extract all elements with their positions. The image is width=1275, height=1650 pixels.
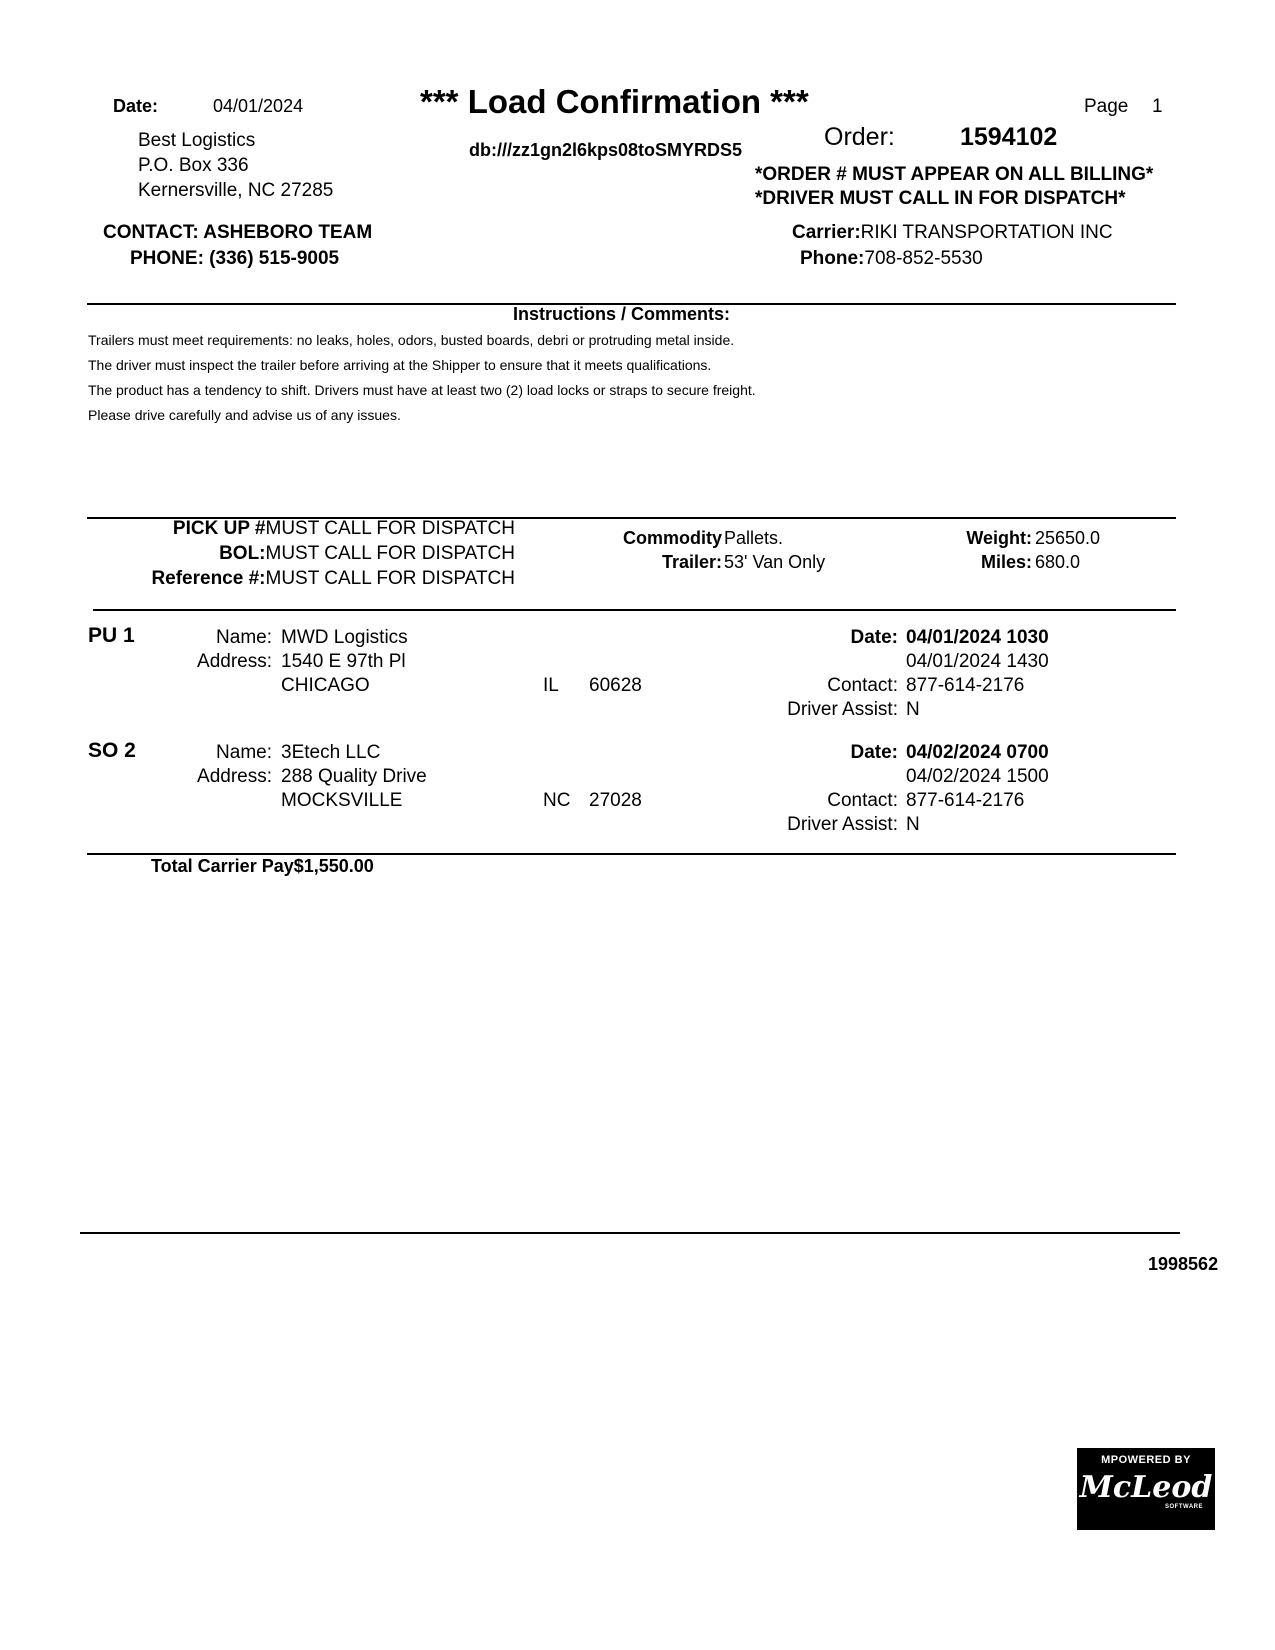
stop-city: CHICAGO xyxy=(281,675,370,696)
commodity-value: Pallets. xyxy=(724,528,784,548)
bol-number xyxy=(100,543,515,565)
stop-driver-assist-label: Driver Assist: xyxy=(787,814,898,835)
stop-address-label: Address: xyxy=(197,766,272,787)
logo-name: McLeod xyxy=(1079,1470,1213,1505)
stop-name-label: Name: xyxy=(216,627,272,648)
carrier xyxy=(792,222,1113,244)
order-number: 1594102 xyxy=(960,123,1058,151)
date-label: Date: xyxy=(113,96,159,116)
stop-state: IL xyxy=(543,675,559,696)
stop-date-start: 04/02/2024 0700 xyxy=(906,742,1049,763)
carrier-phone-label: Phone: xyxy=(800,248,865,269)
miles-value: 680.0 xyxy=(1035,552,1081,572)
company-address-line1: P.O. Box 336 xyxy=(138,155,249,176)
stop-address: 288 Quality Drive xyxy=(281,766,427,787)
trailer-value: 53' Van Only xyxy=(724,552,826,572)
reference-label: Reference #: xyxy=(151,568,266,589)
stop-code: SO 2 xyxy=(88,739,136,762)
divider-footer xyxy=(80,1232,1180,1234)
total-label: Total Carrier Pay xyxy=(151,856,294,876)
stop-contact: 877-614-2176 xyxy=(906,790,1025,811)
logo-sub: SOFTWARE xyxy=(1165,1504,1203,1510)
order-label: Order: xyxy=(824,123,895,151)
db-reference: db:///zz1gn2l6kps08toSMYRDS5 xyxy=(469,140,743,160)
stop-contact-label: Contact: xyxy=(827,790,898,811)
stop-contact-label: Contact: xyxy=(827,675,898,696)
page-number: 1 xyxy=(1152,96,1163,117)
weight-label: Weight: xyxy=(966,528,1032,548)
stop-state: NC xyxy=(543,790,571,811)
miles-label: Miles: xyxy=(980,552,1032,572)
stop-driver-assist: N xyxy=(906,814,920,835)
stop-city: MOCKSVILLE xyxy=(281,790,403,811)
page-label: Page xyxy=(1084,96,1129,117)
page-title: *** Load Confirmation *** xyxy=(420,83,809,120)
instruction-line: Please drive carefully and advise us of any issues. xyxy=(88,407,401,423)
pickup-value: MUST CALL FOR DISPATCH xyxy=(265,518,515,539)
stop-date-label: Date: xyxy=(850,742,898,763)
stop-name: 3Etech LLC xyxy=(281,742,381,763)
mcleod-logo xyxy=(1077,1448,1215,1530)
billing-note: *ORDER # MUST APPEAR ON ALL BILLING* xyxy=(755,164,1154,185)
instruction-line: The driver must inspect the trailer before arriving at the Shipper to ensure that it meets qualifications. xyxy=(88,357,712,373)
document-number: 1998562 xyxy=(1148,1254,1219,1274)
stop-contact: 877-614-2176 xyxy=(906,675,1025,696)
instructions-heading: Instructions / Comments: xyxy=(513,304,731,324)
pickup-label: PICK UP # xyxy=(172,518,266,539)
stop-address-label: Address: xyxy=(197,651,272,672)
reference-number xyxy=(100,568,515,590)
instruction-line: Trailers must meet requirements: no leaks, holes, odors, busted boards, debri or protruding metal inside. xyxy=(88,332,735,348)
stop-driver-assist: N xyxy=(906,699,920,720)
company-address-line2: Kernersville, NC 27285 xyxy=(138,180,334,201)
instruction-line: The product has a tendency to shift. Drivers must have at least two (2) load locks or straps to secure freight. xyxy=(88,382,756,398)
stop-date-label: Date: xyxy=(850,627,898,648)
carrier-value: RIKI TRANSPORTATION INC xyxy=(860,222,1113,243)
company-name: Best Logistics xyxy=(138,130,256,151)
dispatch-note: *DRIVER MUST CALL IN FOR DISPATCH* xyxy=(755,188,1126,209)
contact-phone: PHONE: (336) 515-9005 xyxy=(130,248,340,269)
stop-address: 1540 E 97th Pl xyxy=(281,651,406,672)
bol-value: MUST CALL FOR DISPATCH xyxy=(265,543,515,564)
stop-name: MWD Logistics xyxy=(281,627,408,648)
contact-team: CONTACT: ASHEBORO TEAM xyxy=(103,222,373,243)
stop-driver-assist-label: Driver Assist: xyxy=(787,699,898,720)
stop-zip: 27028 xyxy=(589,790,642,811)
date-value: 04/01/2024 xyxy=(213,96,304,116)
pickup-number xyxy=(100,518,515,540)
divider-stops xyxy=(93,609,1176,611)
total-value: $1,550.00 xyxy=(293,856,374,876)
trailer-label: Trailer: xyxy=(661,552,722,572)
stop-date-start: 04/01/2024 1030 xyxy=(906,627,1049,648)
stop-zip: 60628 xyxy=(589,675,642,696)
logo-tagline: MPOWERED BY xyxy=(1101,1454,1191,1466)
carrier-label: Carrier: xyxy=(792,222,861,243)
stop-name-label: Name: xyxy=(216,742,272,763)
carrier-phone-value: 708-852-5530 xyxy=(864,248,983,269)
bol-label: BOL: xyxy=(219,543,266,564)
stop-code: PU 1 xyxy=(88,624,135,647)
weight-value: 25650.0 xyxy=(1035,528,1101,548)
divider-total xyxy=(87,853,1176,855)
carrier-phone xyxy=(800,248,983,270)
stop-date-end: 04/02/2024 1500 xyxy=(906,766,1049,787)
stop-date-end: 04/01/2024 1430 xyxy=(906,651,1049,672)
reference-value: MUST CALL FOR DISPATCH xyxy=(265,568,515,589)
commodity-label: Commodity xyxy=(623,528,722,548)
total-carrier-pay xyxy=(151,856,374,877)
